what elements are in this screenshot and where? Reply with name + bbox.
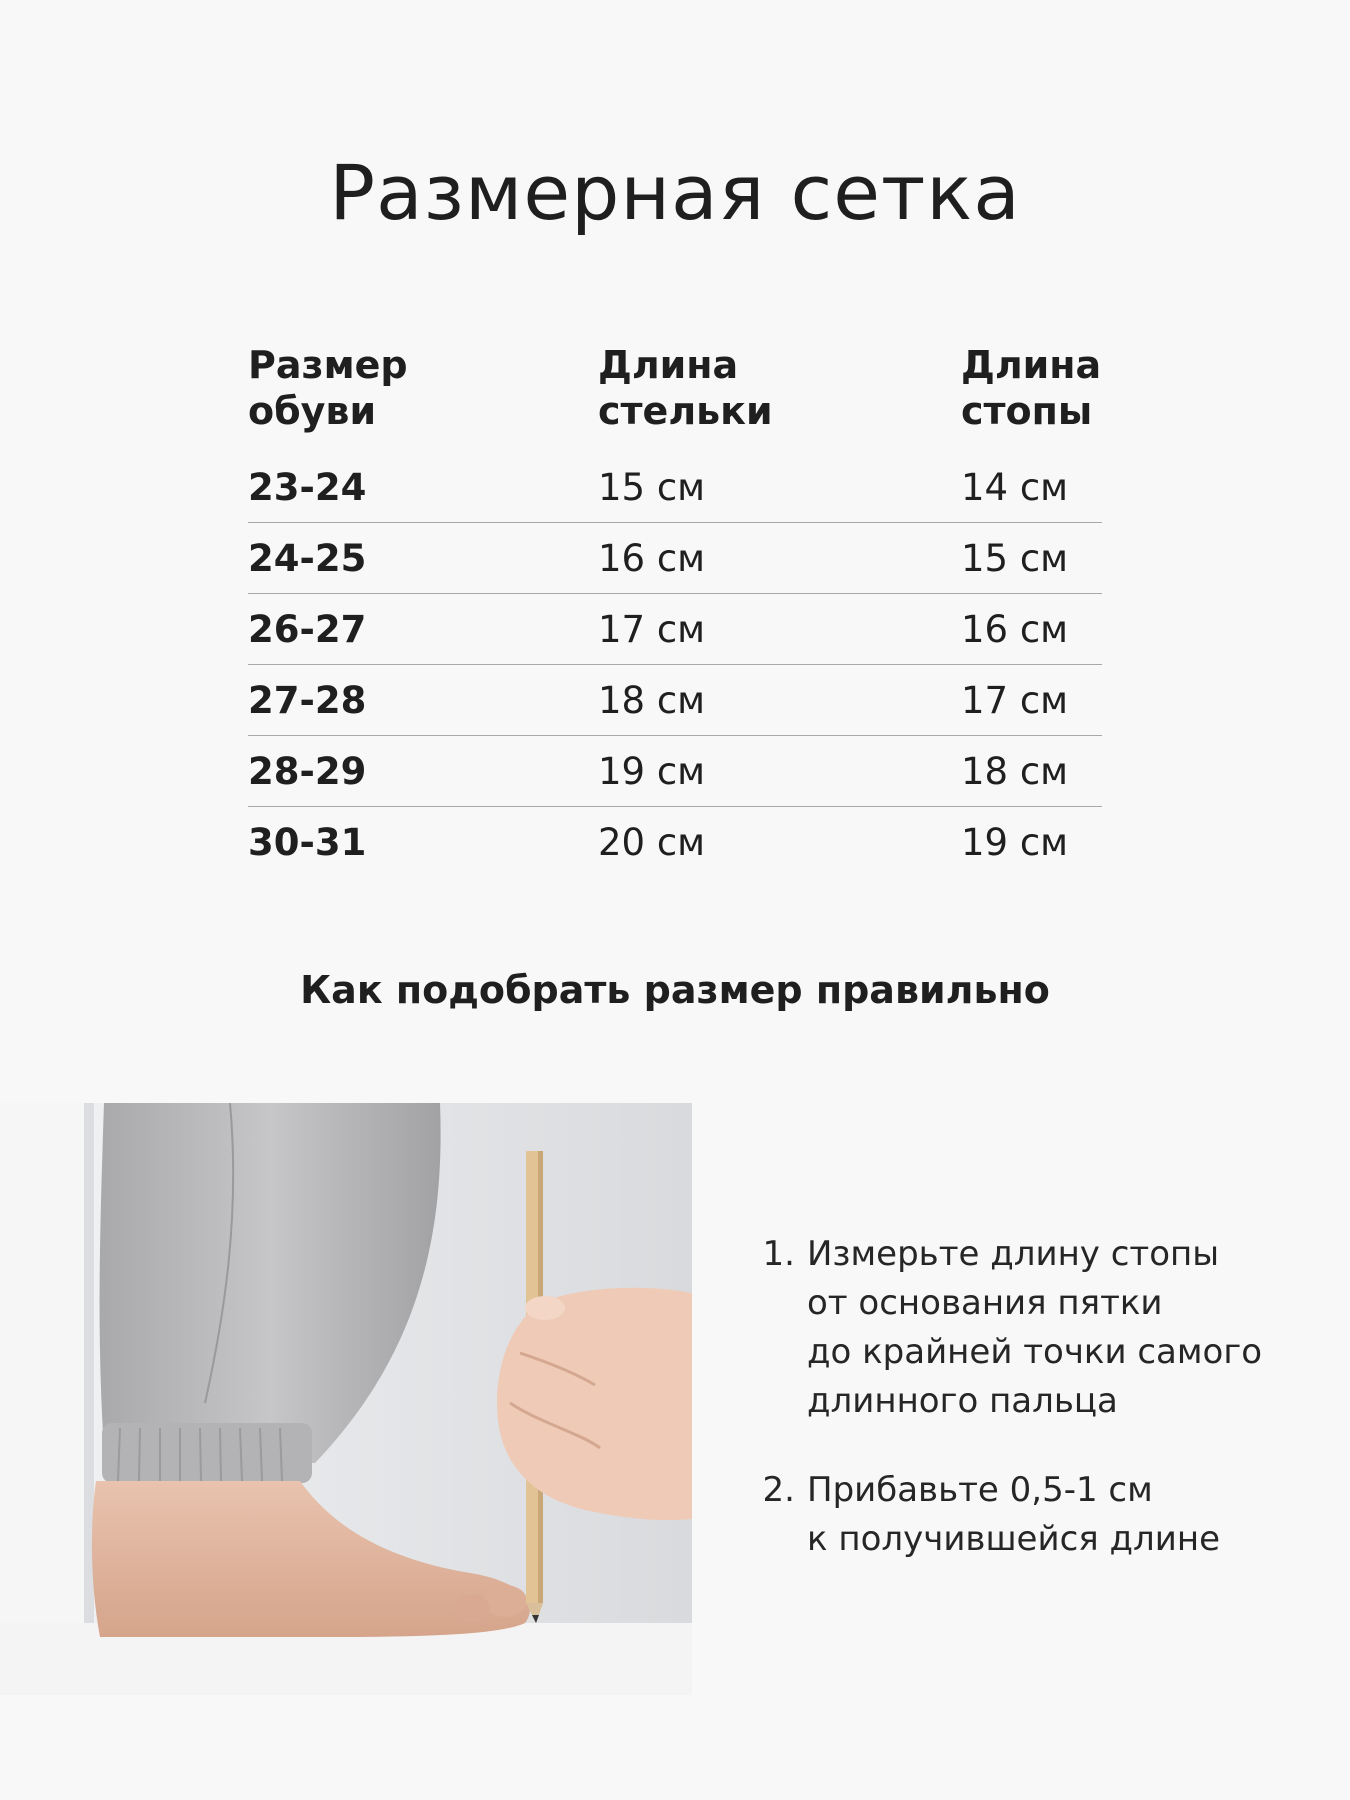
section-subtitle: Как подобрать размер правильно <box>300 968 1050 1012</box>
table-row <box>248 665 1102 736</box>
table-row <box>248 523 1102 594</box>
table-row <box>248 594 1102 665</box>
step-line: длинного пальца <box>807 1381 1118 1421</box>
table-row <box>248 807 1102 877</box>
step-line: Прибавьте 0,5-1 см <box>807 1470 1153 1510</box>
instruction-step <box>745 1230 1305 1426</box>
cell-foot-length: 17 см <box>961 678 1069 722</box>
cell-foot-length: 19 см <box>961 820 1069 864</box>
page-title: Размерная сетка <box>329 148 1021 237</box>
step-line: от основания пятки <box>807 1283 1163 1323</box>
table-header <box>248 342 1102 452</box>
cell-insole-length: 17 см <box>598 607 706 651</box>
step-number: 2. <box>762 1470 795 1510</box>
cell-shoe-size: 24-25 <box>248 536 367 580</box>
foot-measurement-photo <box>0 1103 692 1695</box>
step-line: к получившейся длине <box>807 1519 1221 1559</box>
header-line: Размер <box>248 343 408 387</box>
cell-insole-length: 19 см <box>598 749 706 793</box>
cell-shoe-size: 23-24 <box>248 465 367 509</box>
header-line: стопы <box>961 389 1093 433</box>
table-row <box>248 736 1102 807</box>
header-shoe-size <box>248 342 598 452</box>
cell-foot-length: 16 см <box>961 607 1069 651</box>
cell-insole-length: 18 см <box>598 678 706 722</box>
cell-shoe-size: 28-29 <box>248 749 367 793</box>
step-text <box>807 1466 1220 1564</box>
step-line: Измерьте длину стопы <box>807 1234 1220 1274</box>
cell-shoe-size: 30-31 <box>248 820 367 864</box>
cell-foot-length: 18 см <box>961 749 1069 793</box>
cell-shoe-size: 27-28 <box>248 678 367 722</box>
header-insole-length <box>598 342 961 452</box>
step-number: 1. <box>762 1234 795 1274</box>
instruction-step <box>745 1466 1305 1564</box>
cell-shoe-size: 26-27 <box>248 607 367 651</box>
header-line: Длина <box>961 343 1102 387</box>
cell-insole-length: 20 см <box>598 820 706 864</box>
cell-insole-length: 16 см <box>598 536 706 580</box>
cell-foot-length: 15 см <box>961 536 1069 580</box>
cell-insole-length: 15 см <box>598 465 706 509</box>
header-line: стельки <box>598 389 773 433</box>
size-table <box>248 342 1102 877</box>
header-line: обуви <box>248 389 377 433</box>
step-text <box>807 1230 1262 1426</box>
header-foot-length <box>961 342 1102 452</box>
header-line: Длина <box>598 343 739 387</box>
step-line: до крайней точки самого <box>807 1332 1262 1372</box>
instructions-list <box>745 1230 1305 1604</box>
table-row <box>248 452 1102 523</box>
cell-foot-length: 14 см <box>961 465 1069 509</box>
